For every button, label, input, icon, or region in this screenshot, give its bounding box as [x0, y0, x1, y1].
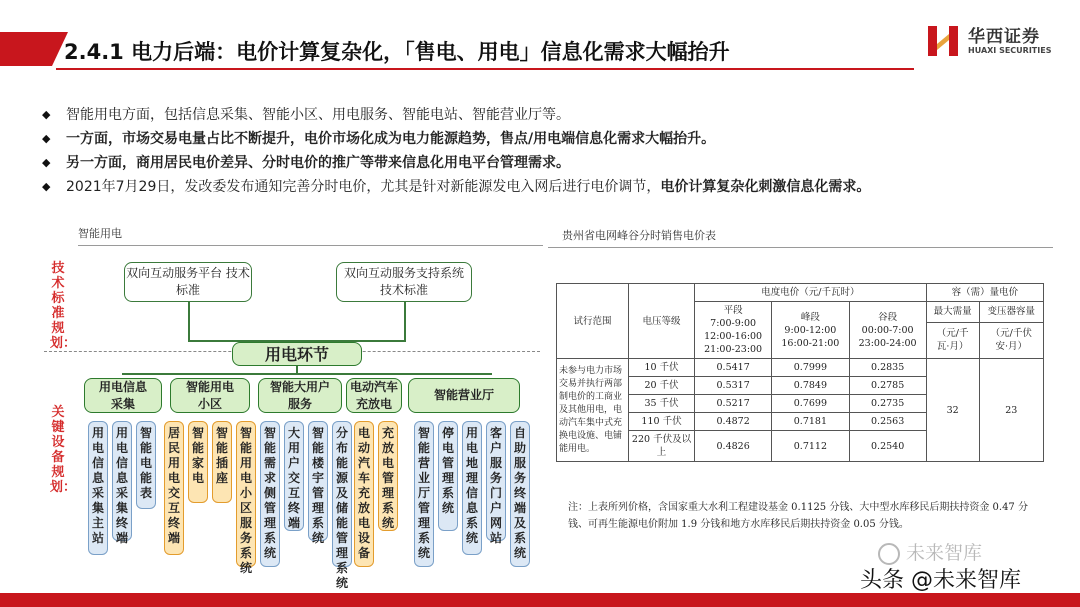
leaf-box: 智能电能表 [136, 421, 156, 509]
bullet-text: 2021年7月29日，发改委发布通知完善分时电价，尤其是针对新能源发电入网后进行电价调节， [66, 179, 661, 195]
price-cell: 0.2785 [849, 377, 926, 395]
tou-price-figure [548, 215, 1060, 572]
transformer-cell: 23 [979, 359, 1043, 462]
leaf-box: 分布能源及储能管理系统 [332, 421, 352, 567]
voltage-cell: 20 千伏 [629, 377, 695, 395]
diamond-bullet-icon: ◆ [42, 107, 51, 121]
bullet-item [42, 150, 1052, 174]
caption-rule [78, 245, 543, 246]
price-cell: 0.5417 [695, 359, 772, 377]
caption-rule [548, 247, 1053, 248]
bullet-item [42, 102, 1052, 126]
diamond-bullet-icon: ◆ [42, 155, 51, 169]
bullet-text: 智能用电方面，包括信息采集、智能小区、用电服务、智能电站、智能营业厅等。 [66, 107, 570, 123]
connector-line [122, 373, 492, 375]
leaf-box: 自助服务终端及系统 [510, 421, 530, 567]
voltage-cell: 10 千伏 [629, 359, 695, 377]
logo-english-name: HUAXI SECURITIES [968, 46, 1052, 55]
header-cell: （元/千 瓦·月） [926, 322, 979, 358]
side-label-tech-standard: 技术标准规划： [50, 261, 77, 351]
leaf-box: 智能插座 [212, 421, 232, 503]
logo-chinese-name: 华西证券 [968, 27, 1040, 47]
table-note: 注：上表所列价格，含国家重大水利工程建设基金 0.1125 分钱、大中型水库移民后期扶持资金 0.47 分钱、可再生能源电价附加 1.9 分钱和地方水库移民后期扶持资金 0.05 分钱。 [568, 502, 1028, 530]
header-cell: 电压等级 [629, 284, 695, 359]
smart-electricity-diagram [36, 215, 546, 590]
leaf-box: 智能家电 [188, 421, 208, 503]
leaf-box: 智能用电小区服务系统 [236, 421, 256, 567]
watermark-top [878, 538, 982, 565]
watermark-bottom: 头条 @未来智库 [860, 568, 1021, 593]
leaf-box: 大用户交互终端 [284, 421, 304, 531]
leaf-box: 智能营业厅管理系统 [414, 421, 434, 567]
header-cell: 变压器容量 [979, 302, 1043, 323]
header-cell: 平段 7:00-9:00 12:00-16:00 21:00-23:00 [695, 302, 772, 359]
price-cell: 0.7849 [772, 377, 849, 395]
header-cell: 谷段 00:00-7:00 23:00-24:00 [849, 302, 926, 359]
leaf-box: 用电地理信息系统 [462, 421, 482, 555]
voltage-cell: 35 千伏 [629, 395, 695, 413]
price-cell: 0.2835 [849, 359, 926, 377]
watermark-text: 未来智库 [906, 542, 983, 564]
bullet-text: 另一方面，商用居民电价差异、分时电价的推广等带来信息化用电平台管理需求。 [66, 155, 570, 171]
price-cell: 0.7112 [772, 431, 849, 462]
voltage-cell: 110 千伏 [629, 413, 695, 431]
leaf-box: 智能楼宇管理系统 [308, 421, 328, 541]
table-header-row [557, 284, 1044, 302]
bullet-text: 一方面，市场交易电量占比不断提升，电价市场化成为电力能源趋势，售点/用电端信息化需求大幅抬升。 [66, 131, 716, 147]
leaf-box: 智能需求侧管理系统 [260, 421, 280, 567]
price-table [556, 283, 1044, 462]
header-cell: 电度电价（元/千瓦时） [695, 284, 927, 302]
wechat-icon [878, 543, 900, 565]
bullet-text-bold: 电价计算复杂化刺激信息化需求。 [660, 179, 871, 195]
title-underline [56, 68, 914, 70]
header-cell: 峰段 9:00-12:00 16:00-21:00 [772, 302, 849, 359]
price-cell: 0.4826 [695, 431, 772, 462]
group-box-large-user-service: 智能大用户 服务 [258, 378, 342, 413]
connector-line [404, 302, 406, 340]
scope-cell: 未参与电力市场交易并执行两部制电价的工商业及其他用电，电动汽车集中式充换电设施、电铺能用电。 [557, 359, 629, 462]
header-cell: 容（需）量电价 [926, 284, 1043, 302]
price-cell: 0.7999 [772, 359, 849, 377]
group-box-info-collection: 用电信息 采集 [84, 378, 162, 413]
hub-box: 用电环节 [232, 342, 362, 366]
page-title: 2.4.1 电力后端：电价计算复杂化，「售电、用电」信息化需求大幅抬升 [64, 40, 730, 64]
group-box-ev-charging: 电动汽车 充放电 [346, 378, 402, 413]
price-cell: 0.2735 [849, 395, 926, 413]
connector-line [296, 366, 298, 374]
leaf-box: 电动汽车充放电设备 [354, 421, 374, 567]
price-cell: 0.5317 [695, 377, 772, 395]
leaf-box: 充放电管理系统 [378, 421, 398, 531]
price-cell: 0.2563 [849, 413, 926, 431]
max-demand-cell: 32 [926, 359, 979, 462]
leaf-box: 用电信息采集终端 [112, 421, 132, 541]
standard-box: 双向互动服务支持系统 技术标准 [336, 262, 472, 302]
connector-line [188, 302, 190, 340]
figure-caption: 智能用电 [78, 227, 122, 240]
huaxi-logo-icon [926, 24, 960, 58]
price-cell: 0.4872 [695, 413, 772, 431]
price-cell: 0.2540 [849, 431, 926, 462]
voltage-cell: 220 千伏及以上 [629, 431, 695, 462]
price-cell: 0.7181 [772, 413, 849, 431]
leaf-box: 用电信息采集主站 [88, 421, 108, 555]
price-cell: 0.7699 [772, 395, 849, 413]
figure-caption: 贵州省电网峰谷分时销售电价表 [562, 229, 716, 242]
footer-red-bar [0, 593, 1080, 607]
table-row [557, 359, 1044, 377]
price-cell: 0.5217 [695, 395, 772, 413]
side-label-key-equipment: 关键设备规划： [50, 405, 77, 495]
standard-box: 双向互动服务平台 技术标准 [124, 262, 252, 302]
diamond-bullet-icon: ◆ [42, 131, 51, 145]
group-box-smart-business-hall: 智能营业厅 [408, 378, 520, 413]
bullet-item [42, 174, 1052, 198]
bullet-item [42, 126, 1052, 150]
group-box-smart-community: 智能用电 小区 [170, 378, 250, 413]
leaf-box: 居民用电交互终端 [164, 421, 184, 555]
bullet-list [42, 102, 1052, 198]
leaf-box: 停电管理系统 [438, 421, 458, 531]
diamond-bullet-icon: ◆ [42, 179, 51, 193]
leaf-box: 客户服务门户网站 [486, 421, 506, 541]
header-red-tab [0, 32, 52, 66]
header-cell: 试行范围 [557, 284, 629, 359]
company-logo [926, 22, 1066, 62]
header-cell: （元/千伏 安·月） [979, 322, 1043, 358]
header-cell: 最大需量 [926, 302, 979, 323]
